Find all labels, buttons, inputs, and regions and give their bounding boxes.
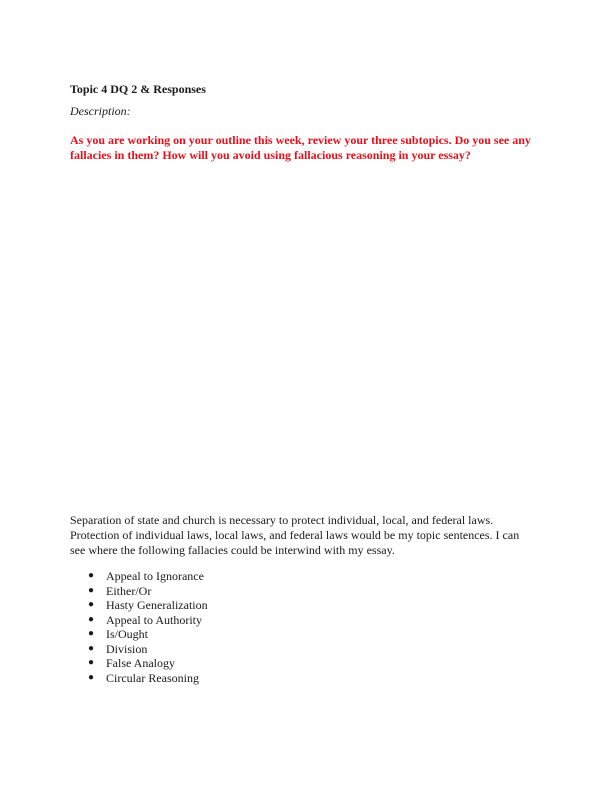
prompt-line: fallacies in them? How will you avoid using fallacious reasoning in your essay? <box>70 148 471 162</box>
list-item-label: Appeal to Ignorance <box>106 569 204 583</box>
bullet-dot-icon: ● <box>88 570 95 581</box>
list-item-label: Is/Ought <box>106 627 148 641</box>
document-title: Topic 4 DQ 2 & Responses <box>70 82 206 96</box>
list-item-label: Hasty Generalization <box>106 598 208 612</box>
list-item <box>70 642 208 657</box>
list-item <box>70 656 208 671</box>
response-paragraph <box>70 513 540 558</box>
bullet-dot-icon: ● <box>88 584 95 596</box>
response-line: Separation of state and church is necessary to protect individual, local, and federal laws. <box>70 513 494 527</box>
bullet-dot-icon: ● <box>88 628 95 639</box>
list-item <box>70 569 208 584</box>
prompt-line: As you are working on your outline this week, review your three subtopics. Do you see any <box>70 133 531 147</box>
response-line: Protection of individual laws, local laws, and federal laws would be my topic sentences. I can <box>70 528 520 542</box>
list-item-label: Circular Reasoning <box>106 670 199 685</box>
bullet-dot-icon: ● <box>88 613 95 625</box>
list-item-label: Either/Or <box>106 583 152 598</box>
bullet-dot-icon: ● <box>88 657 95 668</box>
list-item <box>70 598 208 613</box>
description-label: Description: <box>70 104 131 118</box>
bullet-dot-icon: ● <box>88 642 95 654</box>
list-item <box>70 613 208 628</box>
list-item-label: Appeal to Authority <box>106 612 202 627</box>
bullet-dot-icon: ● <box>88 671 95 683</box>
list-item-label: Division <box>106 641 148 656</box>
response-line: see where the following fallacies could be interwind with my essay. <box>70 543 395 557</box>
bullet-dot-icon: ● <box>88 599 95 610</box>
list-item <box>70 671 208 686</box>
list-item-label: False Analogy <box>106 656 175 670</box>
fallacies-list <box>70 569 208 685</box>
list-item <box>70 627 208 642</box>
discussion-prompt <box>70 133 540 163</box>
list-item <box>70 584 208 599</box>
